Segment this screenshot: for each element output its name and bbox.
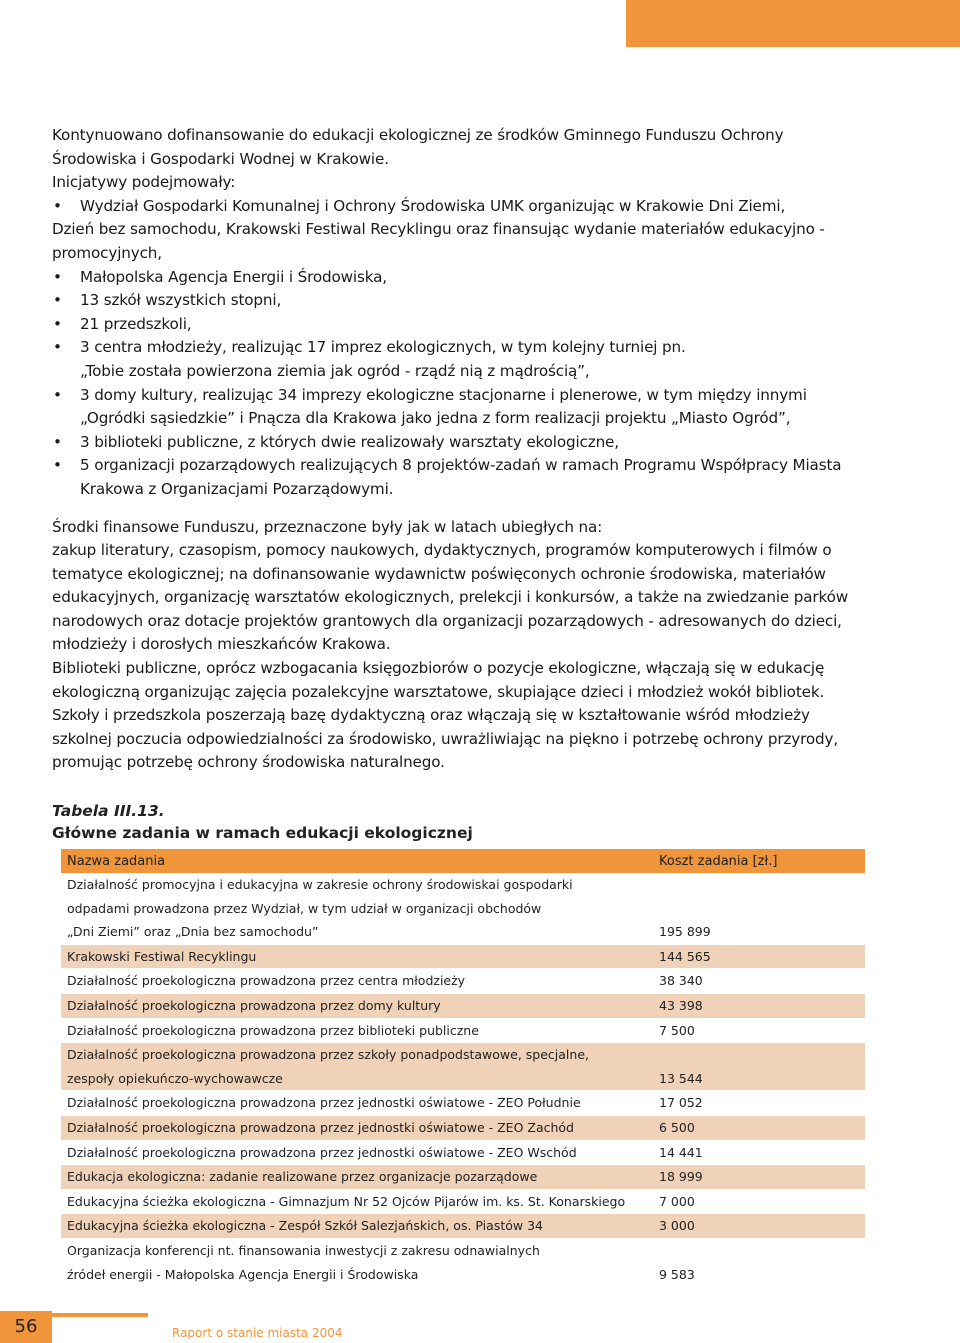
task-name: Edukacyjna ścieżka ekologiczna - Zespół Szkół Salezjańskich, os. Piastów 34 xyxy=(67,1218,543,1234)
table-row xyxy=(61,873,865,944)
list-item: • 3 centra młodzieży, realizując 17 imprez ekologicznych, w tym kolejny turniej pn. xyxy=(52,336,872,360)
tasks-table xyxy=(61,849,865,1286)
task-cost: 195 899 xyxy=(659,924,711,940)
initiatives-list-continued xyxy=(52,384,872,502)
corner-accent-bar xyxy=(626,0,960,47)
task-cost: 38 340 xyxy=(659,973,703,989)
task-cost: 3 000 xyxy=(659,1218,695,1234)
task-cost: 14 441 xyxy=(659,1144,703,1160)
list-item: • Wydział Gospodarki Komunalnej i Ochrony Środowiska UMK organizując w Krakowie Dni Ziemi, Dzień bez samochodu, Krakowski Festiwal Recyklingu oraz finansując wydanie materiałów edukacyjno - promocyjnych, xyxy=(52,195,872,266)
list-item: • 21 przedszkoli, xyxy=(52,313,872,337)
table-row xyxy=(61,993,865,1018)
list-item: • 5 organizacji pozarządowych realizujących 8 projektów-zadań w ramach Programu Współpracy Miasta Krakowa z Organizacjami Pozarządowymi. xyxy=(52,454,872,501)
table-row xyxy=(61,944,865,969)
table-row xyxy=(61,1115,865,1140)
table-row xyxy=(61,968,865,993)
table-row xyxy=(61,1018,865,1043)
table-label: Tabela III.13. xyxy=(52,802,165,820)
table-row xyxy=(61,1189,865,1214)
funds-paragraph: zakup literatury, czasopism, pomocy naukowych, dydaktycznych, programów komputerowych i filmów o tematyce ekologicznej; na dofinansowanie wydawnictw poświęconych ochronie środowiska, materiałów edukacyjnych, organizację warsztatów ekologicznych, prelekcji i konkursów, a także na zwiedzanie parków narodowych oraz dotacje projektów grantowych dla organizacji pozarządowych - adresowanych do dzieci, młodzieży i dorosłych mieszkańców Krakowa. xyxy=(52,541,849,654)
footer-title: Raport o stanie miasta 2004 xyxy=(172,1326,343,1340)
intro-paragraph: Kontynuowano dofinansowanie do edukacji ekologicznej ze środków Gminnego Funduszu Ochrony Środowiska i Gospodarki Wodnej w Krakowie. xyxy=(52,126,784,168)
table-row xyxy=(61,1090,865,1115)
list-item: • 13 szkół wszystkich stopni, xyxy=(52,289,872,313)
initiatives-list xyxy=(52,195,872,360)
task-name: Edukacyjna ścieżka ekologiczna - Gimnazjum Nr 52 Ojców Pijarów im. ks. St. Konarskiego xyxy=(67,1193,626,1209)
task-name: Edukacja ekologiczna: zadanie realizowane przez organizacje pozarządowe xyxy=(67,1169,538,1185)
table-row xyxy=(61,1213,865,1238)
table-row xyxy=(61,1238,865,1286)
table-title: Główne zadania w ramach edukacji ekologicznej xyxy=(52,824,473,842)
table-header xyxy=(61,849,865,873)
table-section xyxy=(52,800,872,1282)
task-cost: 43 398 xyxy=(659,997,703,1013)
task-name: Krakowski Festiwal Recyklingu xyxy=(67,948,257,964)
header-cost: Koszt zadania [zł.] xyxy=(659,853,778,869)
libraries-paragraph: Biblioteki publiczne, oprócz wzbogacania księgozbiorów o pozycje ekologiczne, włączają się w edukację ekologiczną organizując zajęcia pozalekcyjne warsztatowe, skupiające dzieci i młodzież wokół bibliotek. xyxy=(52,659,825,701)
task-cost: 17 052 xyxy=(659,1095,703,1111)
list-item: • Małopolska Agencja Energii i Środowiska, xyxy=(52,266,872,290)
schools-paragraph: Szkoły i przedszkola poszerzają bazę dydaktyczną oraz włączają się w kształtowanie wśród młodzieży szkolnej poczucia odpowiedzialności za środowisko, uwrażliwiając na piękno i potrzebę ochrony przyrody, promując potrzebę ochrony środowiska naturalnego. xyxy=(52,706,839,772)
task-name: Działalność proekologiczna prowadzona przez szkoły ponadpodstawowe, specjalne, zespoły opiekuńczo-wychowawcze xyxy=(67,1047,589,1086)
task-cost: 9 583 xyxy=(659,1266,695,1282)
table-row xyxy=(61,1140,865,1165)
task-name: Działalność proekologiczna prowadzona przez biblioteki publiczne xyxy=(67,1022,479,1038)
main-content xyxy=(52,124,872,775)
task-name: Działalność proekologiczna prowadzona przez jednostki oświatowe - ZEO Południe xyxy=(67,1095,581,1111)
list-item: • 3 biblioteki publiczne, z których dwie realizowały warsztaty ekologiczne, xyxy=(52,431,872,455)
task-cost: 6 500 xyxy=(659,1119,695,1135)
table-row xyxy=(61,1164,865,1189)
footer-accent-line xyxy=(52,1313,148,1317)
list-item: • 3 domy kultury, realizując 34 imprezy ekologiczne stacjonarne i plenerowe, w tym między innymi „Ogródki sąsiedzkie” i Pnącza dla Krakowa jako jedna z form realizacji projektu „Miasto Ogród”, xyxy=(52,384,872,431)
initiatives-heading: Inicjatywy podejmowały: xyxy=(52,173,236,192)
task-name: Działalność proekologiczna prowadzona przez jednostki oświatowe - ZEO Wschód xyxy=(67,1144,577,1160)
task-name: Działalność proekologiczna prowadzona przez domy kultury xyxy=(67,997,441,1013)
task-name: Działalność proekologiczna prowadzona przez jednostki oświatowe - ZEO Zachód xyxy=(67,1119,574,1135)
table-row xyxy=(61,1042,865,1090)
task-name: Działalność promocyjna i edukacyjna w zakresie ochrony środowiskai gospodarki odpadami prowadzona przez Wydział, w tym udział w organizacji obchodów „Dni Ziemi” oraz „Dnia bez samochodu” xyxy=(67,877,573,940)
task-cost: 13 544 xyxy=(659,1070,703,1086)
table-body xyxy=(61,873,865,1286)
task-cost: 18 999 xyxy=(659,1169,703,1185)
header-name: Nazwa zadania xyxy=(67,853,166,869)
task-cost: 7 500 xyxy=(659,1022,695,1038)
funds-paragraph: Środki finansowe Funduszu, przeznaczone były jak w latach ubiegłych na: xyxy=(52,517,603,536)
page-number: 56 xyxy=(0,1311,52,1343)
task-name: Działalność proekologiczna prowadzona przez centra młodzieży xyxy=(67,973,466,989)
task-cost: 144 565 xyxy=(659,948,711,964)
task-cost: 7 000 xyxy=(659,1193,695,1209)
task-name: Organizacja konferencji nt. finansowania inwestycji z zakresu odnawialnych źródeł energii - Małopolska Agencja Energii i Środowiska xyxy=(67,1242,540,1282)
quote-line: „Tobie została powierzona ziemia jak ogród - rządź nią z mądrością”, xyxy=(80,361,590,380)
